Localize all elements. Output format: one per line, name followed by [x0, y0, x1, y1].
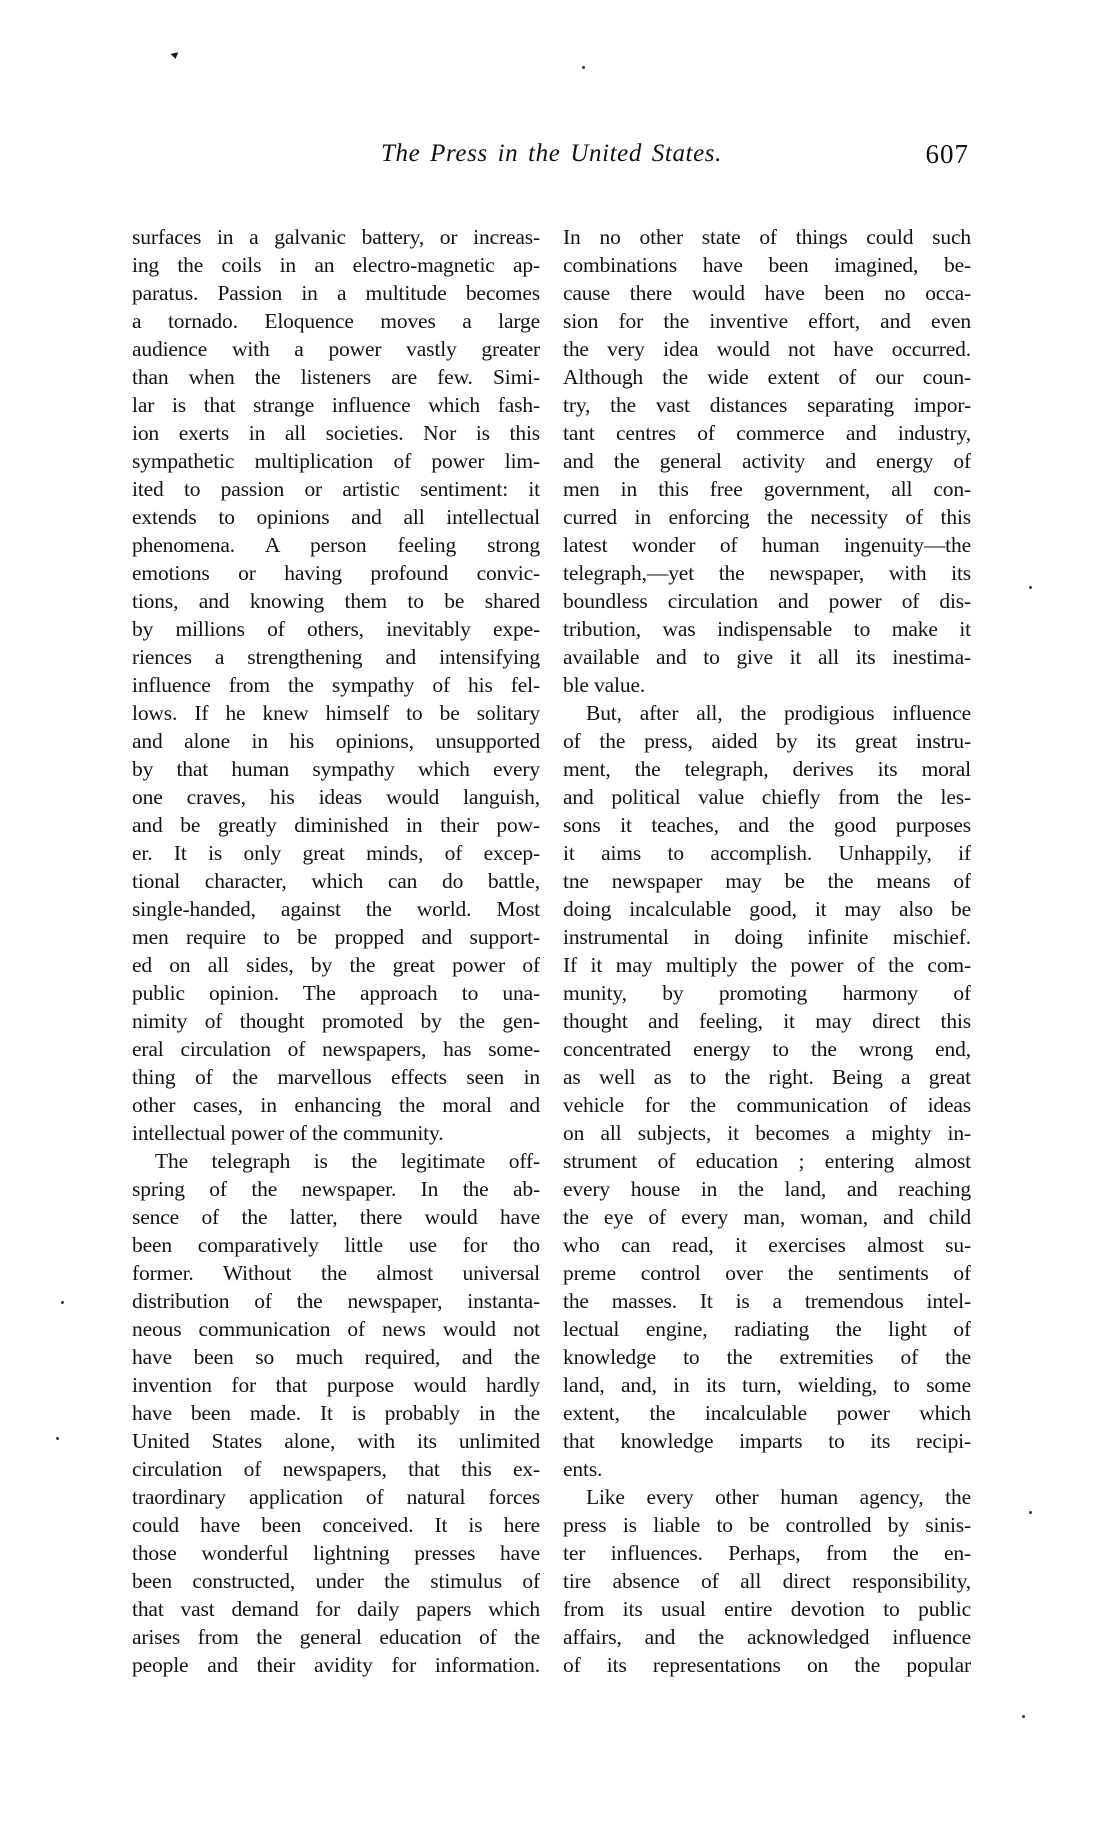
text-line: the eye of every man, woman, and child: [563, 1205, 971, 1229]
text-line: circulation of newspapers, that this ex-: [132, 1457, 540, 1481]
text-line: lar is that strange influence which fash-: [132, 393, 540, 417]
text-line: riences a strengthening and intensifying: [132, 645, 540, 669]
text-line: surfaces in a galvanic battery, or increas-: [132, 225, 540, 249]
text-line: lectual engine, radiating the light of: [563, 1317, 971, 1341]
scan-speck: [582, 66, 585, 69]
text-line: those wonderful lightning presses have: [132, 1541, 540, 1565]
page-number: 607: [925, 139, 969, 169]
text-line: tribution, was indispensable to make it: [563, 617, 971, 641]
text-line: In no other state of things could such: [563, 225, 971, 249]
text-line: thought and feeling, it may direct this: [563, 1009, 971, 1033]
text-line: been constructed, under the stimulus of: [132, 1569, 540, 1593]
text-line: preme control over the sentiments of: [563, 1261, 971, 1285]
text-line: ter influences. Perhaps, from the en-: [563, 1541, 971, 1565]
text-line: one craves, his ideas would languish,: [132, 785, 540, 809]
text-line: sion for the inventive effort, and even: [563, 309, 971, 333]
text-line: arises from the general education of the: [132, 1625, 540, 1649]
text-line: doing incalculable good, it may also be: [563, 897, 971, 921]
text-line: invention for that purpose would hardly: [132, 1373, 540, 1397]
text-line: from its usual entire devotion to public: [563, 1597, 971, 1621]
scan-speck: [1029, 586, 1032, 589]
text-line: the masses. It is a tremendous intel-: [563, 1289, 971, 1313]
text-line: sons it teaches, and the good purposes: [563, 813, 971, 837]
text-line: press is liable to be controlled by sinis-: [563, 1513, 971, 1537]
text-line: neous communication of news would not: [132, 1317, 540, 1341]
text-line: influence from the sympathy of his fel-: [132, 673, 540, 697]
text-line: affairs, and the acknowledged influence: [563, 1625, 971, 1649]
text-line: people and their avidity for information.: [132, 1653, 540, 1677]
scan-speck: [61, 1301, 64, 1304]
text-line: extends to opinions and all intellectual: [132, 505, 540, 529]
page-header: [132, 138, 971, 172]
text-line: sence of the latter, there would have: [132, 1205, 540, 1229]
text-line: ment, the telegraph, derives its moral: [563, 757, 971, 781]
text-line: boundless circulation and power of dis-: [563, 589, 971, 613]
text-line: United States alone, with its unlimited: [132, 1429, 540, 1453]
text-line: instrumental in doing infinite mischief.: [563, 925, 971, 949]
text-line: and alone in his opinions, unsupported: [132, 729, 540, 753]
text-line: ble value.: [563, 673, 646, 697]
text-line: it aims to accomplish. Unhappily, if: [563, 841, 971, 865]
text-line: combinations have been imagined, be-: [563, 253, 971, 277]
scan-arrow-mark: [170, 52, 179, 60]
text-line: paratus. Passion in a multitude becomes: [132, 281, 540, 305]
text-line: try, the vast distances separating impor-: [563, 393, 971, 417]
text-line: er. It is only great minds, of excep-: [132, 841, 540, 865]
text-line: men require to be propped and support-: [132, 925, 540, 949]
text-line: strument of education ; entering almost: [563, 1149, 971, 1173]
text-columns: [132, 223, 971, 1679]
text-line: If it may multiply the power of the com-: [563, 953, 971, 977]
text-line: tant centres of commerce and industry,: [563, 421, 971, 445]
text-line: that knowledge imparts to its recipi-: [563, 1429, 971, 1453]
text-line: eral circulation of newspapers, has some-: [132, 1037, 540, 1061]
text-line: and be greatly diminished in their pow-: [132, 813, 540, 837]
text-line: cause there would have been no occa-: [563, 281, 971, 305]
text-line: tne newspaper may be the means of: [563, 869, 971, 893]
text-line: emotions or having profound convic-: [132, 561, 540, 585]
text-line: tire absence of all direct responsibility,: [563, 1569, 971, 1593]
text-line: as well as to the right. Being a great: [563, 1065, 971, 1089]
text-line: spring of the newspaper. In the ab-: [132, 1177, 540, 1201]
text-line: ion exerts in all societies. Nor is this: [132, 421, 540, 445]
text-line: who can read, it exercises almost su-: [563, 1233, 971, 1257]
text-line: audience with a power vastly greater: [132, 337, 540, 361]
left-column: [132, 223, 540, 1679]
text-line: other cases, in enhancing the moral and: [132, 1093, 540, 1117]
text-line: could have been conceived. It is here: [132, 1513, 540, 1537]
text-line: telegraph,—yet the newspaper, with its: [563, 561, 971, 585]
text-line: by that human sympathy which every: [132, 757, 540, 781]
text-line: the very idea would not have occurred.: [563, 337, 971, 361]
text-line: on all subjects, it becomes a mighty in-: [563, 1121, 971, 1145]
text-line: have been made. It is probably in the: [132, 1401, 540, 1425]
text-line: concentrated energy to the wrong end,: [563, 1037, 971, 1061]
text-line: intellectual power of the community.: [132, 1121, 444, 1145]
text-line: ing the coils in an electro-magnetic ap-: [132, 253, 540, 277]
text-line: The telegraph is the legitimate off-: [155, 1149, 540, 1173]
text-line: available and to give it all its inestima-: [563, 645, 971, 669]
text-line: ents.: [563, 1457, 603, 1481]
scan-speck: [1022, 1715, 1025, 1718]
text-line: But, after all, the prodigious influence: [586, 701, 971, 725]
text-line: have been so much required, and the: [132, 1345, 540, 1369]
text-line: curred in enforcing the necessity of this: [563, 505, 971, 529]
text-line: public opinion. The approach to una-: [132, 981, 540, 1005]
text-line: sympathetic multiplication of power lim-: [132, 449, 540, 473]
text-line: ited to passion or artistic sentiment: it: [132, 477, 540, 501]
text-line: distribution of the newspaper, instanta-: [132, 1289, 540, 1313]
text-line: and political value chiefly from the les-: [563, 785, 971, 809]
text-line: latest wonder of human ingenuity—the: [563, 533, 971, 557]
text-line: phenomena. A person feeling strong: [132, 533, 540, 557]
scan-speck: [56, 1437, 59, 1440]
text-line: tions, and knowing them to be shared: [132, 589, 540, 613]
text-line: extent, the incalculable power which: [563, 1401, 971, 1425]
text-line: knowledge to the extremities of the: [563, 1345, 971, 1369]
text-line: lows. If he knew himself to be solitary: [132, 701, 540, 725]
right-column: [563, 223, 971, 1679]
running-title: The Press in the United States.: [381, 140, 722, 167]
text-line: ed on all sides, by the great power of: [132, 953, 540, 977]
text-line: Although the wide extent of our coun-: [563, 365, 971, 389]
text-line: thing of the marvellous effects seen in: [132, 1065, 540, 1089]
text-line: by millions of others, inevitably expe-: [132, 617, 540, 641]
text-line: men in this free government, all con-: [563, 477, 971, 501]
text-line: munity, by promoting harmony of: [563, 981, 971, 1005]
text-line: Like every other human agency, the: [586, 1485, 971, 1509]
text-line: tional character, which can do battle,: [132, 869, 540, 893]
text-line: than when the listeners are few. Simi-: [132, 365, 540, 389]
text-line: and the general activity and energy of: [563, 449, 971, 473]
text-line: of its representations on the popular: [563, 1653, 971, 1677]
text-line: every house in the land, and reaching: [563, 1177, 971, 1201]
text-line: land, and, in its turn, wielding, to some: [563, 1373, 971, 1397]
text-line: been comparatively little use for tho: [132, 1233, 540, 1257]
text-line: single-handed, against the world. Most: [132, 897, 540, 921]
text-line: that vast demand for daily papers which: [132, 1597, 540, 1621]
scan-speck: [1029, 1511, 1032, 1514]
text-line: traordinary application of natural forces: [132, 1485, 540, 1509]
text-line: vehicle for the communication of ideas: [563, 1093, 971, 1117]
text-line: a tornado. Eloquence moves a large: [132, 309, 540, 333]
text-line: nimity of thought promoted by the gen-: [132, 1009, 540, 1033]
text-line: former. Without the almost universal: [132, 1261, 540, 1285]
text-line: of the press, aided by its great instru-: [563, 729, 971, 753]
